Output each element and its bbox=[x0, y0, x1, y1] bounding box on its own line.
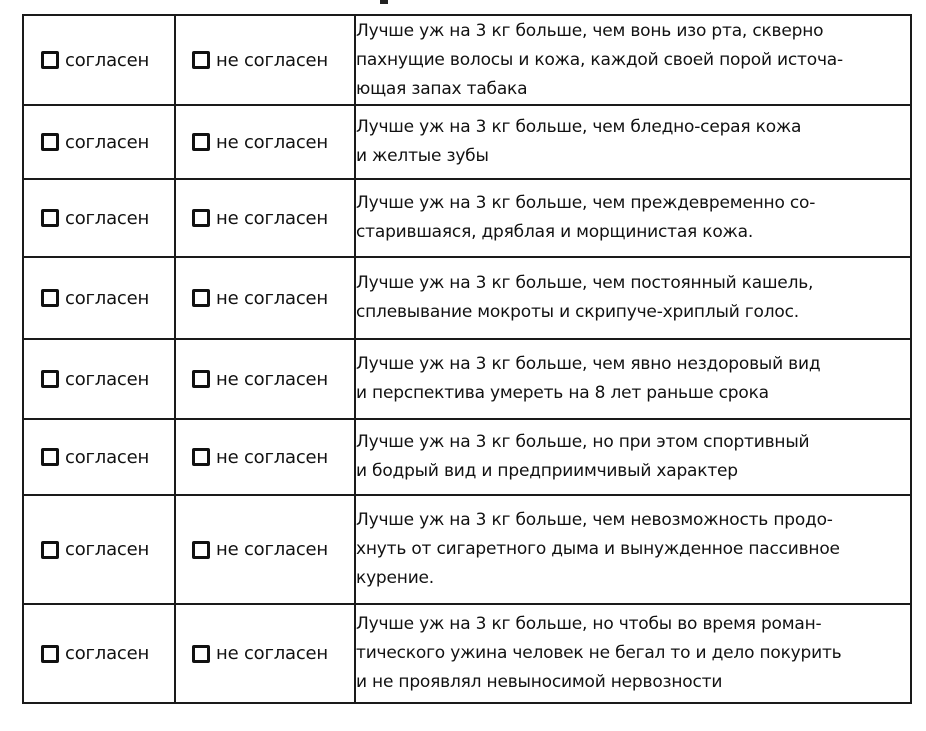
statement-cell bbox=[355, 105, 911, 179]
disagree-cell bbox=[175, 105, 355, 179]
disagree-label: не согласен bbox=[216, 643, 329, 664]
statement-text: Лучше уж на 3 кг больше, чем невозможность продо- хнуть от сигаретного дыма и вынужденное пассивное курение. bbox=[356, 510, 840, 588]
agree-label: согласен bbox=[65, 368, 150, 390]
page-top-mark bbox=[380, 0, 388, 4]
table-row bbox=[23, 105, 911, 179]
table-row bbox=[23, 339, 911, 419]
agree-cell bbox=[23, 15, 175, 105]
agree-option[interactable] bbox=[24, 539, 174, 560]
agree-checkbox[interactable] bbox=[41, 645, 59, 663]
table-row bbox=[23, 495, 911, 604]
agree-label: согласен bbox=[65, 446, 150, 468]
disagree-label: не согласен bbox=[216, 368, 329, 390]
disagree-cell bbox=[175, 495, 355, 604]
table-row bbox=[23, 15, 911, 105]
disagree-option[interactable] bbox=[176, 643, 354, 664]
agreement-table-body bbox=[23, 15, 911, 703]
statement-cell bbox=[355, 604, 911, 703]
agree-cell bbox=[23, 604, 175, 703]
agree-cell bbox=[23, 419, 175, 495]
disagree-option[interactable] bbox=[176, 132, 354, 153]
disagree-option[interactable] bbox=[176, 369, 354, 390]
statement-cell bbox=[355, 419, 911, 495]
statement-text: Лучше уж на 3 кг больше, чем бледно-серая кожа и желтые зубы bbox=[356, 117, 802, 166]
disagree-checkbox[interactable] bbox=[192, 370, 210, 388]
agree-checkbox[interactable] bbox=[41, 209, 59, 227]
disagree-label: не согласен bbox=[216, 131, 329, 153]
statement-cell bbox=[355, 257, 911, 339]
statement-cell bbox=[355, 15, 911, 105]
agree-checkbox[interactable] bbox=[41, 541, 59, 559]
table-row bbox=[23, 257, 911, 339]
table-row bbox=[23, 419, 911, 495]
agree-option[interactable] bbox=[24, 208, 174, 229]
statement-text: Лучше уж на 3 кг больше, чем вонь изо рта, скверно пахнущие волосы и кожа, каждой своей порой источа- ющая запах табака bbox=[356, 20, 843, 99]
agree-label: согласен bbox=[65, 287, 150, 309]
agree-option[interactable] bbox=[24, 643, 174, 664]
agree-cell bbox=[23, 495, 175, 604]
disagree-option[interactable] bbox=[176, 50, 354, 71]
agree-cell bbox=[23, 257, 175, 339]
agree-label: согласен bbox=[65, 131, 150, 153]
agreement-table bbox=[22, 14, 912, 704]
disagree-cell bbox=[175, 15, 355, 105]
agree-label: согласен bbox=[65, 207, 150, 229]
agree-label: согласен bbox=[65, 539, 150, 560]
disagree-checkbox[interactable] bbox=[192, 541, 210, 559]
statement-text: Лучше уж на 3 кг больше, но при этом спортивный и бодрый вид и предприимчивый характер bbox=[356, 432, 810, 481]
statement-text: Лучше уж на 3 кг больше, чем постоянный кашель, сплевывание мокроты и скрипуче-хриплый голос. bbox=[356, 273, 814, 322]
agree-option[interactable] bbox=[24, 50, 174, 71]
disagree-checkbox[interactable] bbox=[192, 51, 210, 69]
disagree-option[interactable] bbox=[176, 208, 354, 229]
disagree-option[interactable] bbox=[176, 288, 354, 309]
statement-cell bbox=[355, 339, 911, 419]
disagree-cell bbox=[175, 604, 355, 703]
disagree-checkbox[interactable] bbox=[192, 448, 210, 466]
disagree-cell bbox=[175, 179, 355, 257]
statement-text: Лучше уж на 3 кг больше, чем явно нездоровый вид и перспектива умереть на 8 лет раньше срока bbox=[356, 354, 821, 403]
agree-label: согласен bbox=[65, 49, 150, 71]
agree-checkbox[interactable] bbox=[41, 51, 59, 69]
disagree-option[interactable] bbox=[176, 447, 354, 468]
agree-option[interactable] bbox=[24, 369, 174, 390]
disagree-label: не согласен bbox=[216, 49, 329, 71]
agree-cell bbox=[23, 339, 175, 419]
disagree-label: не согласен bbox=[216, 287, 329, 309]
disagree-cell bbox=[175, 339, 355, 419]
disagree-label: не согласен bbox=[216, 446, 329, 468]
disagree-option[interactable] bbox=[176, 539, 354, 560]
agree-checkbox[interactable] bbox=[41, 133, 59, 151]
statement-text: Лучше уж на 3 кг больше, но чтобы во время роман- тического ужина человек не бегал то и дело покурить и не проявлял невыносимой нервозности bbox=[356, 614, 842, 692]
disagree-label: не согласен bbox=[216, 539, 329, 560]
statement-cell bbox=[355, 179, 911, 257]
table-row bbox=[23, 604, 911, 703]
disagree-label: не согласен bbox=[216, 207, 329, 229]
table-row bbox=[23, 179, 911, 257]
statement-text: Лучше уж на 3 кг больше, чем преждевременно со- старившаяся, дряблая и морщинистая кожа. bbox=[356, 193, 816, 242]
agree-checkbox[interactable] bbox=[41, 370, 59, 388]
agree-cell bbox=[23, 105, 175, 179]
agree-checkbox[interactable] bbox=[41, 289, 59, 307]
disagree-checkbox[interactable] bbox=[192, 133, 210, 151]
disagree-checkbox[interactable] bbox=[192, 645, 210, 663]
disagree-checkbox[interactable] bbox=[192, 289, 210, 307]
agree-option[interactable] bbox=[24, 447, 174, 468]
agree-label: согласен bbox=[65, 643, 150, 664]
agree-cell bbox=[23, 179, 175, 257]
agree-option[interactable] bbox=[24, 132, 174, 153]
statement-cell bbox=[355, 495, 911, 604]
disagree-cell bbox=[175, 419, 355, 495]
disagree-checkbox[interactable] bbox=[192, 209, 210, 227]
disagree-cell bbox=[175, 257, 355, 339]
agree-option[interactable] bbox=[24, 288, 174, 309]
agree-checkbox[interactable] bbox=[41, 448, 59, 466]
